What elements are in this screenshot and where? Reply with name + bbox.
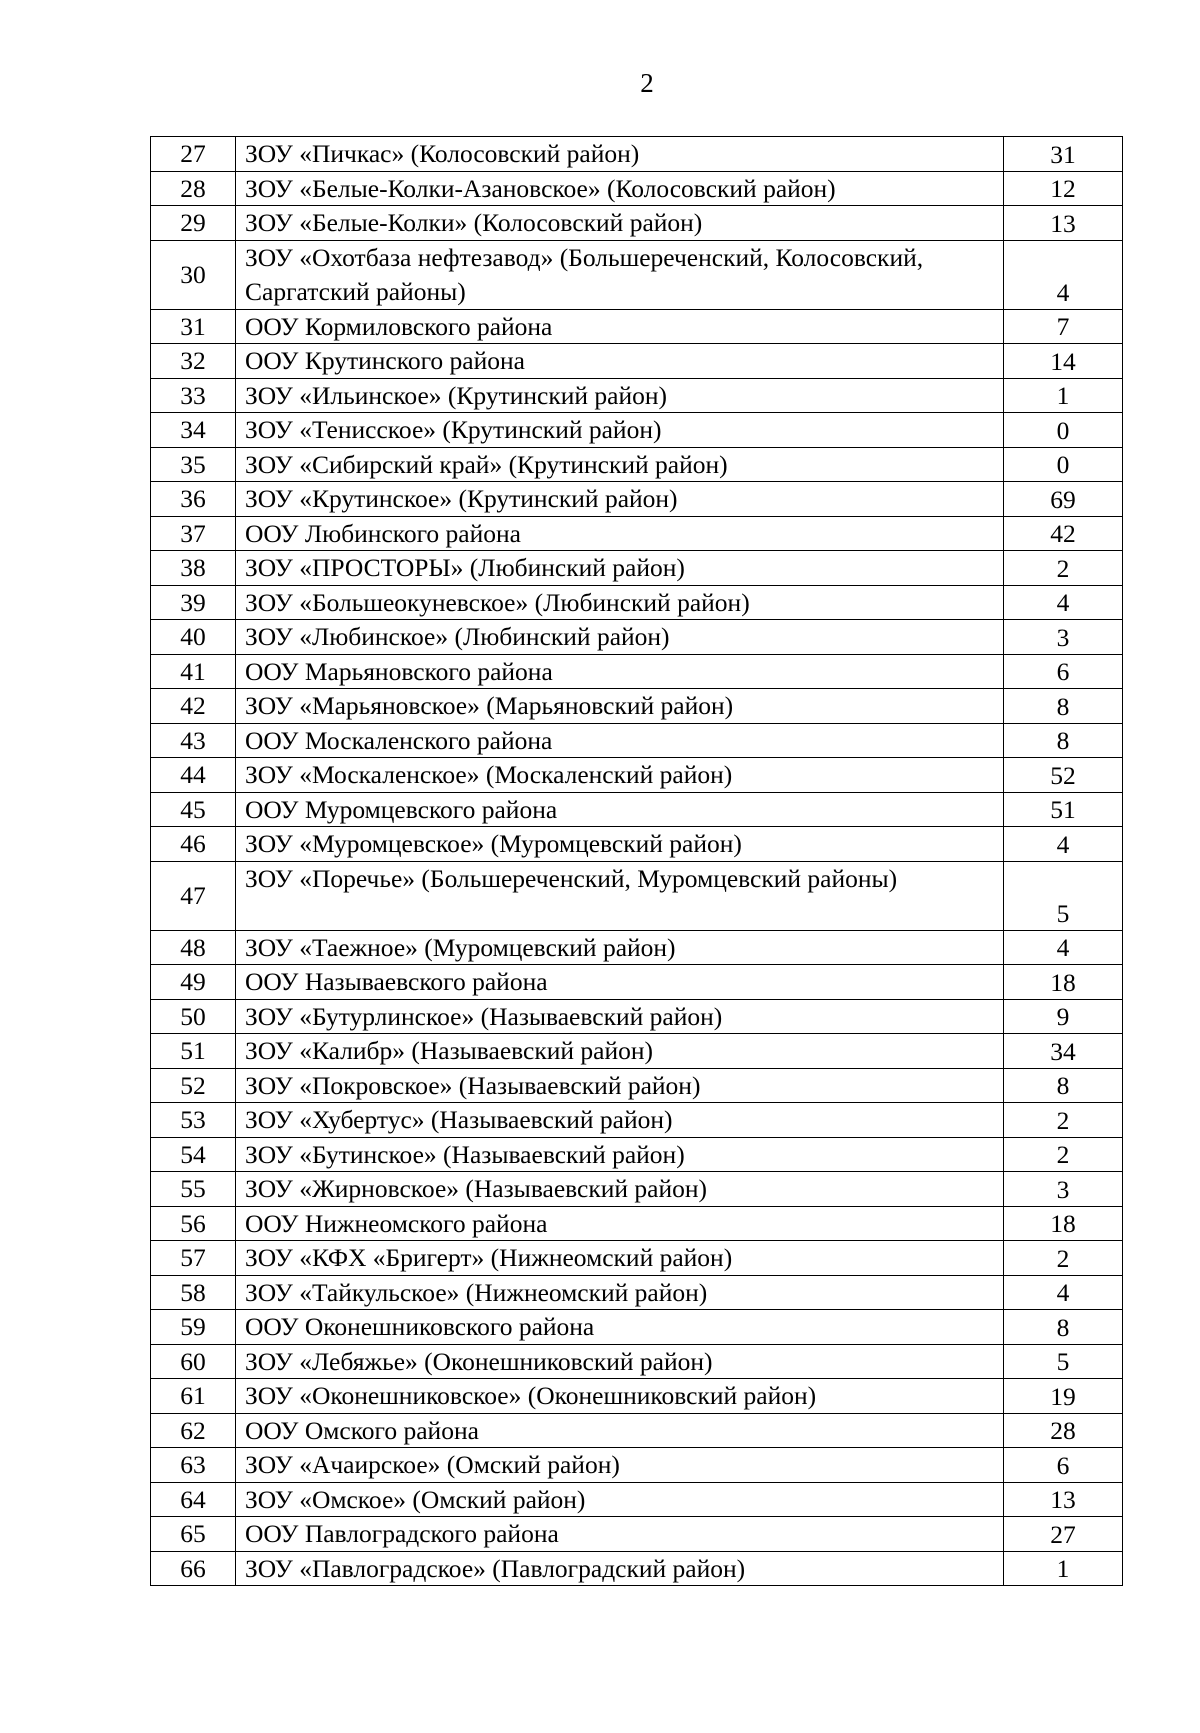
row-number: 28 — [151, 171, 236, 206]
row-number: 60 — [151, 1344, 236, 1379]
hunting-ground-name: ЗОУ «Тайкульское» (Нижнеомский район) — [236, 1275, 1004, 1310]
table-row — [151, 585, 1123, 620]
table-row — [151, 654, 1123, 689]
row-number: 56 — [151, 1206, 236, 1241]
table-row — [151, 1275, 1123, 1310]
hunting-ground-name: ЗОУ «Белые-Колки-Азановское» (Колосовский район) — [236, 171, 1004, 206]
row-number: 34 — [151, 413, 236, 448]
quota-value: 18 — [1004, 965, 1123, 1000]
quota-value: 0 — [1004, 447, 1123, 482]
table-row — [151, 344, 1123, 379]
table-row — [151, 1551, 1123, 1586]
quota-value: 4 — [1004, 1275, 1123, 1310]
hunting-ground-name: ЗОУ «Омское» (Омский район) — [236, 1482, 1004, 1517]
table-row — [151, 827, 1123, 862]
table-row — [151, 1379, 1123, 1414]
row-number: 35 — [151, 447, 236, 482]
row-number: 48 — [151, 930, 236, 965]
hunting-ground-name: ЗОУ «Тенисское» (Крутинский район) — [236, 413, 1004, 448]
row-number: 32 — [151, 344, 236, 379]
hunting-ground-name: ООУ Нижнеомского района — [236, 1206, 1004, 1241]
quota-value: 2 — [1004, 551, 1123, 586]
hunting-ground-name: ООУ Называевского района — [236, 965, 1004, 1000]
table-row — [151, 1241, 1123, 1276]
table-row — [151, 723, 1123, 758]
table-row — [151, 1310, 1123, 1345]
row-number: 52 — [151, 1068, 236, 1103]
hunting-ground-name: ООУ Оконешниковского района — [236, 1310, 1004, 1345]
hunting-ground-name: ЗОУ «Покровское» (Называевский район) — [236, 1068, 1004, 1103]
hunting-ground-name: ЗОУ «Бутинское» (Называевский район) — [236, 1137, 1004, 1172]
quota-value: 8 — [1004, 1068, 1123, 1103]
row-number: 41 — [151, 654, 236, 689]
quota-value: 2 — [1004, 1103, 1123, 1138]
quota-value: 0 — [1004, 413, 1123, 448]
hunting-ground-name: ЗОУ «Ильинское» (Крутинский район) — [236, 378, 1004, 413]
quota-value: 6 — [1004, 654, 1123, 689]
hunting-ground-name: ЗОУ «Ачаирское» (Омский район) — [236, 1448, 1004, 1483]
row-number: 64 — [151, 1482, 236, 1517]
row-number: 45 — [151, 792, 236, 827]
quota-value: 9 — [1004, 999, 1123, 1034]
row-number: 33 — [151, 378, 236, 413]
row-number: 40 — [151, 620, 236, 655]
table-row — [151, 447, 1123, 482]
table-row — [151, 1482, 1123, 1517]
quota-value: 13 — [1004, 206, 1123, 241]
quota-value: 2 — [1004, 1241, 1123, 1276]
row-number: 57 — [151, 1241, 236, 1276]
quota-value: 14 — [1004, 344, 1123, 379]
hunting-ground-name: ЗОУ «Бутурлинское» (Называевский район) — [236, 999, 1004, 1034]
row-number: 37 — [151, 516, 236, 551]
hunting-ground-name: ЗОУ «Сибирский край» (Крутинский район) — [236, 447, 1004, 482]
table-row — [151, 999, 1123, 1034]
quota-value: 18 — [1004, 1206, 1123, 1241]
hunting-ground-name: ООУ Любинского района — [236, 516, 1004, 551]
quota-value: 27 — [1004, 1517, 1123, 1552]
table-row — [151, 1172, 1123, 1207]
table-row — [151, 965, 1123, 1000]
table-row — [151, 551, 1123, 586]
hunting-ground-name: ЗОУ «ПРОСТОРЫ» (Любинский район) — [236, 551, 1004, 586]
hunting-ground-name: ООУ Кормиловского района — [236, 309, 1004, 344]
hunting-ground-name: ЗОУ «Москаленское» (Москаленский район) — [236, 758, 1004, 793]
table-row — [151, 1103, 1123, 1138]
row-number: 63 — [151, 1448, 236, 1483]
hunting-ground-name: ЗОУ «Лебяжье» (Оконешниковский район) — [236, 1344, 1004, 1379]
page-number: 2 — [640, 68, 654, 98]
row-number: 29 — [151, 206, 236, 241]
row-number: 39 — [151, 585, 236, 620]
quota-value: 4 — [1004, 930, 1123, 965]
table-row — [151, 240, 1123, 309]
hunting-ground-name: ООУ Омского района — [236, 1413, 1004, 1448]
table-row — [151, 378, 1123, 413]
hunting-ground-name: ООУ Павлоградского района — [236, 1517, 1004, 1552]
table-row — [151, 1344, 1123, 1379]
hunting-ground-name: ЗОУ «Белые-Колки» (Колосовский район) — [236, 206, 1004, 241]
table-row — [151, 516, 1123, 551]
row-number: 43 — [151, 723, 236, 758]
hunting-ground-name: ЗОУ «Поречье» (Большереченский, Муромцевский районы) — [236, 861, 1004, 930]
table-row — [151, 1068, 1123, 1103]
quota-value: 31 — [1004, 137, 1123, 172]
hunting-ground-name: ЗОУ «Таежное» (Муромцевский район) — [236, 930, 1004, 965]
quota-value: 7 — [1004, 309, 1123, 344]
row-number: 31 — [151, 309, 236, 344]
table-row — [151, 171, 1123, 206]
row-number: 42 — [151, 689, 236, 724]
quota-value: 42 — [1004, 516, 1123, 551]
row-number: 55 — [151, 1172, 236, 1207]
row-number: 47 — [151, 861, 236, 930]
table-row — [151, 413, 1123, 448]
table-row — [151, 861, 1123, 930]
quota-value: 28 — [1004, 1413, 1123, 1448]
hunting-ground-name: ЗОУ «Калибр» (Называевский район) — [236, 1034, 1004, 1069]
quota-value: 3 — [1004, 620, 1123, 655]
row-number: 66 — [151, 1551, 236, 1586]
hunting-ground-name: ЗОУ «Муромцевское» (Муромцевский район) — [236, 827, 1004, 862]
row-number: 59 — [151, 1310, 236, 1345]
quota-value: 2 — [1004, 1137, 1123, 1172]
row-number: 65 — [151, 1517, 236, 1552]
table-row — [151, 309, 1123, 344]
table-row — [151, 1448, 1123, 1483]
table-row — [151, 758, 1123, 793]
hunting-ground-name: ЗОУ «Жирновское» (Называевский район) — [236, 1172, 1004, 1207]
quota-value: 3 — [1004, 1172, 1123, 1207]
hunting-ground-name: ООУ Марьяновского района — [236, 654, 1004, 689]
table-row — [151, 1206, 1123, 1241]
table-row — [151, 1137, 1123, 1172]
quota-value: 51 — [1004, 792, 1123, 827]
hunting-ground-name: ЗОУ «Любинское» (Любинский район) — [236, 620, 1004, 655]
table-row — [151, 689, 1123, 724]
row-number: 46 — [151, 827, 236, 862]
table-row — [151, 482, 1123, 517]
hunting-ground-name: ООУ Муромцевского района — [236, 792, 1004, 827]
quota-value: 12 — [1004, 171, 1123, 206]
row-number: 62 — [151, 1413, 236, 1448]
quota-value: 4 — [1004, 827, 1123, 862]
quota-value: 34 — [1004, 1034, 1123, 1069]
table-row — [151, 1517, 1123, 1552]
row-number: 51 — [151, 1034, 236, 1069]
hunting-ground-name: ЗОУ «Марьяновское» (Марьяновский район) — [236, 689, 1004, 724]
quota-value: 5 — [1004, 861, 1123, 930]
quota-value: 5 — [1004, 1344, 1123, 1379]
row-number: 38 — [151, 551, 236, 586]
hunting-ground-name: ЗОУ «Хубертус» (Называевский район) — [236, 1103, 1004, 1138]
quota-value: 8 — [1004, 1310, 1123, 1345]
hunting-ground-name: ЗОУ «Крутинское» (Крутинский район) — [236, 482, 1004, 517]
row-number: 58 — [151, 1275, 236, 1310]
quota-value: 19 — [1004, 1379, 1123, 1414]
row-number: 50 — [151, 999, 236, 1034]
quota-value: 4 — [1004, 240, 1123, 309]
quota-value: 69 — [1004, 482, 1123, 517]
hunting-ground-name: ООУ Москаленского района — [236, 723, 1004, 758]
hunting-ground-name: ЗОУ «Пичкас» (Колосовский район) — [236, 137, 1004, 172]
quota-value: 1 — [1004, 1551, 1123, 1586]
quota-value: 13 — [1004, 1482, 1123, 1517]
hunting-ground-name: ЗОУ «Оконешниковское» (Оконешниковский район) — [236, 1379, 1004, 1414]
table-row — [151, 620, 1123, 655]
table-row — [151, 206, 1123, 241]
row-number: 36 — [151, 482, 236, 517]
table-row — [151, 792, 1123, 827]
hunting-ground-name: ЗОУ «Охотбаза нефтезавод» (Большереченский, Колосовский, Саргатский районы) — [236, 240, 1004, 309]
hunting-ground-name: ЗОУ «Павлоградское» (Павлоградский район) — [236, 1551, 1004, 1586]
row-number: 44 — [151, 758, 236, 793]
table-row — [151, 137, 1123, 172]
quota-value: 52 — [1004, 758, 1123, 793]
table-row — [151, 1413, 1123, 1448]
quota-value: 1 — [1004, 378, 1123, 413]
row-number: 27 — [151, 137, 236, 172]
hunting-ground-name: ЗОУ «Большеокуневское» (Любинский район) — [236, 585, 1004, 620]
hunting-ground-name: ООУ Крутинского района — [236, 344, 1004, 379]
row-number: 61 — [151, 1379, 236, 1414]
table-row — [151, 930, 1123, 965]
row-number: 30 — [151, 240, 236, 309]
table-body — [151, 137, 1123, 1586]
table-row — [151, 1034, 1123, 1069]
row-number: 49 — [151, 965, 236, 1000]
hunting-ground-name: ЗОУ «КФХ «Бригерт» (Нижнеомский район) — [236, 1241, 1004, 1276]
row-number: 53 — [151, 1103, 236, 1138]
quota-value: 8 — [1004, 689, 1123, 724]
quota-value: 4 — [1004, 585, 1123, 620]
quota-value: 6 — [1004, 1448, 1123, 1483]
quota-value: 8 — [1004, 723, 1123, 758]
allocation-table — [150, 136, 1123, 1586]
row-number: 54 — [151, 1137, 236, 1172]
